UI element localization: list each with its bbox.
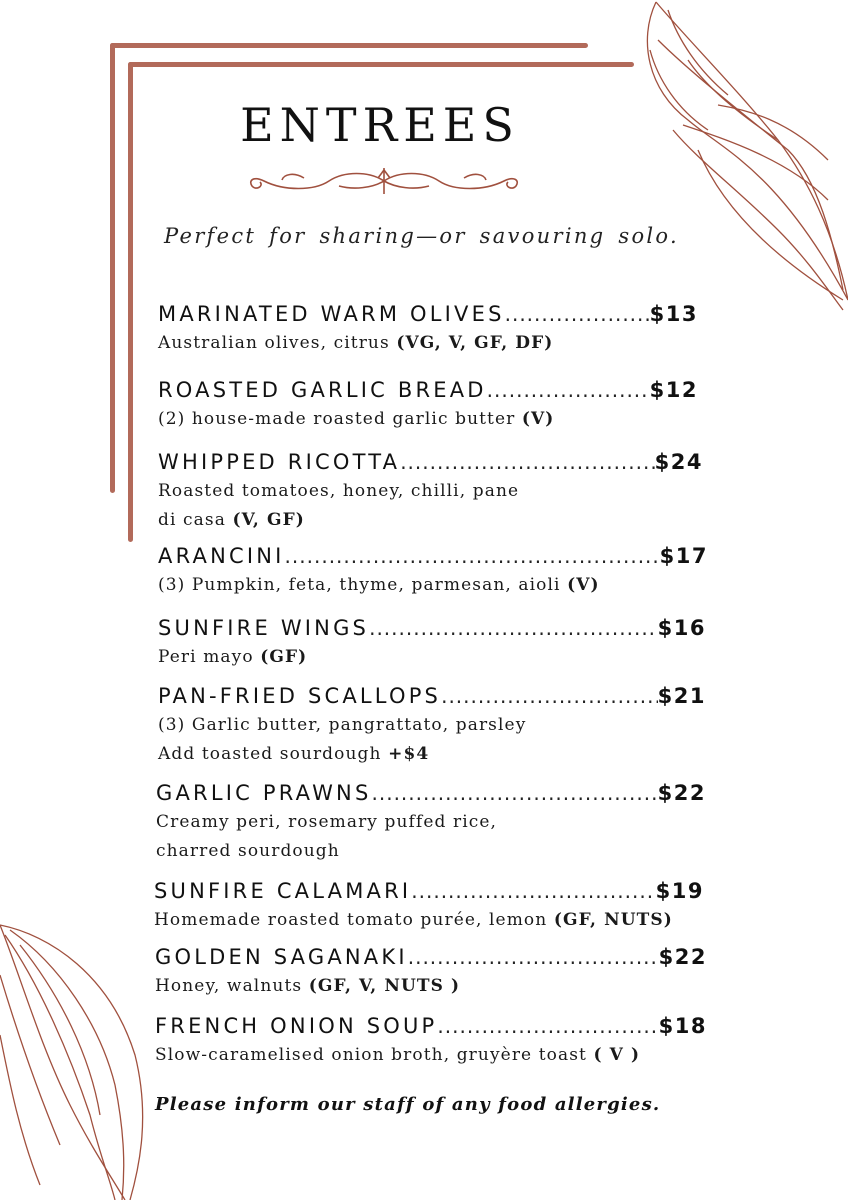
menu-item-description — [158, 643, 706, 672]
dot-leader — [505, 302, 650, 326]
menu-item-header — [158, 450, 703, 474]
menu-item — [158, 302, 698, 358]
description-line: Honey, walnuts — [155, 976, 309, 996]
menu-item-name: WHIPPED RICOTTA — [158, 450, 401, 474]
menu-item-price: $13 — [649, 302, 698, 326]
menu-item-price: $17 — [659, 544, 708, 568]
menu-item-header — [155, 1014, 707, 1038]
menu-item-name: PAN-FRIED SCALLOPS — [158, 684, 442, 708]
menu-item-description — [155, 972, 707, 1001]
menu-item — [158, 378, 698, 434]
menu-item-description — [155, 1041, 707, 1070]
description-line: Add toasted sourdough — [158, 744, 389, 764]
menu-item-header — [158, 684, 706, 708]
menu-item — [158, 450, 703, 535]
menu-item-name: ROASTED GARLIC BREAD — [158, 378, 487, 402]
menu-item-description — [154, 906, 704, 935]
dot-leader — [408, 945, 659, 969]
menu-title: ENTREES — [240, 98, 520, 152]
menu-item-header — [154, 879, 704, 903]
description-line: (3) Pumpkin, feta, thyme, parmesan, aioli — [158, 575, 568, 595]
dot-leader — [441, 684, 658, 708]
menu-item-price: $19 — [655, 879, 704, 903]
menu-item-name: MARINATED WARM OLIVES — [158, 302, 505, 326]
dot-leader — [369, 616, 658, 640]
ornament-flourish-icon — [244, 166, 524, 196]
menu-item-name: SUNFIRE CALAMARI — [154, 879, 412, 903]
dietary-tags: (V, GF) — [232, 510, 305, 530]
dietary-tags: (V) — [567, 575, 600, 595]
menu-item-price: $24 — [654, 450, 703, 474]
menu-item-name: GARLIC PRAWNS — [156, 781, 372, 805]
dot-leader — [487, 378, 650, 402]
menu-item-header — [155, 945, 707, 969]
menu-item-name: FRENCH ONION SOUP — [155, 1014, 438, 1038]
leaf-illustration-bottom-icon — [0, 915, 160, 1200]
description-line: di casa — [158, 510, 233, 530]
menu-item-name: ARANCINI — [158, 544, 285, 568]
menu-item-description — [158, 477, 703, 535]
menu-tagline: Perfect for sharing—or savouring solo. — [164, 224, 679, 248]
leaf-illustration-top-icon — [628, 0, 848, 320]
description-line: (2) house-made roasted garlic butter — [158, 409, 522, 429]
menu-item-price: $16 — [657, 616, 706, 640]
menu-item — [158, 544, 708, 600]
allergy-notice: Please inform our staff of any food allergies. — [155, 1094, 661, 1115]
dot-leader — [437, 1014, 658, 1038]
frame-line-top-outer — [110, 43, 588, 48]
menu-item — [155, 1014, 707, 1070]
dietary-tags: (GF, NUTS) — [553, 910, 673, 930]
description-line: Roasted tomatoes, honey, chilli, pane — [158, 481, 520, 501]
menu-item — [158, 684, 706, 769]
dietary-tags: +$4 — [388, 744, 430, 764]
description-line: Peri mayo — [158, 647, 261, 667]
description-line: Homemade roasted tomato purée, lemon — [154, 910, 554, 930]
menu-item-description — [158, 711, 706, 769]
menu-item-price: $22 — [657, 781, 706, 805]
menu-item-header — [158, 616, 706, 640]
menu-item-description — [156, 808, 706, 866]
menu-item-description — [158, 329, 698, 358]
menu-item-name: SUNFIRE WINGS — [158, 616, 370, 640]
frame-line-top-inner — [128, 62, 634, 67]
description-line: Creamy peri, rosemary puffed rice, — [156, 812, 498, 832]
menu-item-header — [156, 781, 706, 805]
dot-leader — [372, 781, 658, 805]
menu-item — [158, 616, 706, 672]
dot-leader — [411, 879, 655, 903]
description-line: Australian olives, citrus — [158, 333, 397, 353]
menu-item-price: $21 — [657, 684, 706, 708]
menu-item-header — [158, 302, 698, 326]
menu-item — [156, 781, 706, 866]
dietary-tags: ( V ) — [593, 1045, 641, 1065]
menu-item-name: GOLDEN SAGANAKI — [155, 945, 408, 969]
dot-leader — [400, 450, 654, 474]
dietary-tags: (VG, V, GF, DF) — [396, 333, 554, 353]
menu-item — [155, 945, 707, 1001]
frame-line-left-outer — [110, 43, 115, 493]
description-line: Slow-caramelised onion broth, gruyère toast — [155, 1045, 594, 1065]
dietary-tags: (GF) — [260, 647, 308, 667]
dot-leader — [285, 544, 660, 568]
frame-line-left-inner — [128, 62, 133, 542]
menu-item-price: $22 — [658, 945, 707, 969]
menu-item — [154, 879, 704, 935]
menu-item-description — [158, 571, 708, 600]
menu-item-price: $18 — [658, 1014, 707, 1038]
menu-item-description — [158, 405, 698, 434]
menu-item-header — [158, 378, 698, 402]
menu-item-price: $12 — [649, 378, 698, 402]
description-line: (3) Garlic butter, pangrattato, parsley — [158, 715, 527, 735]
menu-item-header — [158, 544, 708, 568]
description-line: charred sourdough — [156, 841, 340, 861]
dietary-tags: (GF, V, NUTS ) — [308, 976, 461, 996]
dietary-tags: (V) — [521, 409, 555, 429]
